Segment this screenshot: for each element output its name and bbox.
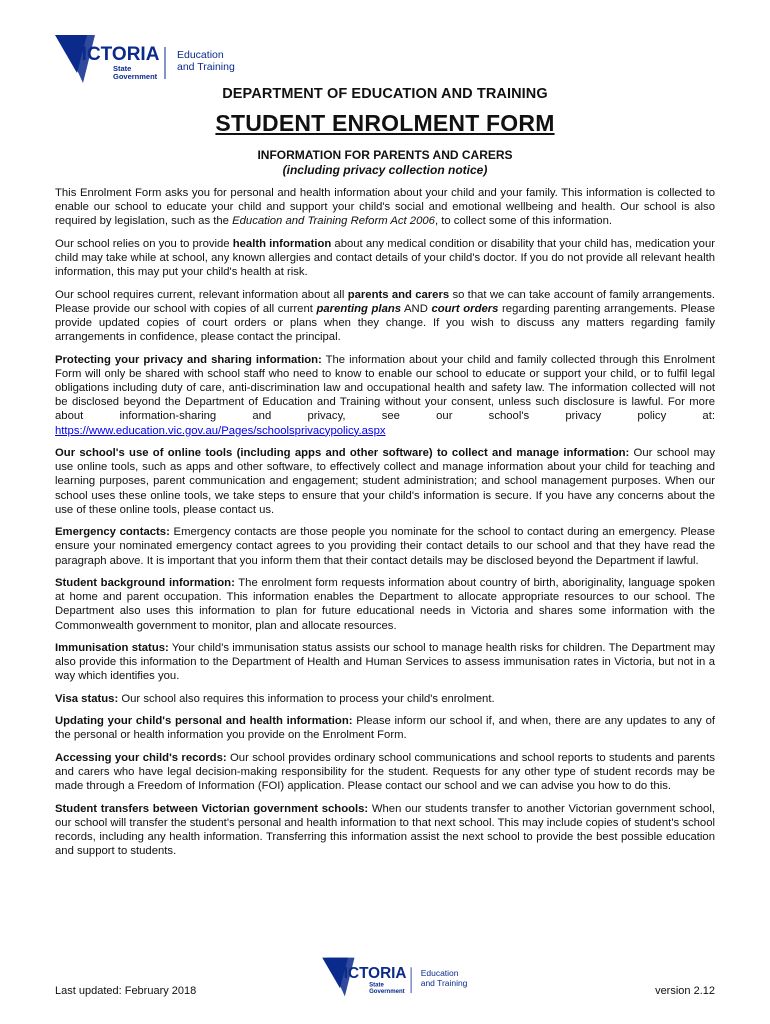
paragraph-visa: Visa status: Our school also requires this information to process your child's enrolment. [55, 692, 495, 705]
info-heading: INFORMATION FOR PARENTS AND CARERS [257, 148, 513, 162]
svg-text:and Training: and Training [177, 61, 235, 73]
svg-text:State: State [113, 64, 132, 73]
svg-text:Government: Government [369, 989, 405, 996]
paragraph-parents: Our school requires current, relevant information about all parents and carers so that we can take account of family arrangements. Please provide our school with copies of all current parenting plans AND court orders regarding parenting arrangements. Please provide updated copies of court orders or plans when they change. If you wish to discuss any matters regarding family arrangements in confidence, please contact the principal. [55, 288, 716, 344]
paragraph-health: Our school relies on you to provide health information about any medical condition or disability that your child has, medication your child may take while at school, any known allergies and contact details of your child's doctor. If you do not provide all relevant health information, this may put your child's health at risk. [55, 237, 715, 279]
svg-text:Government: Government [113, 72, 158, 81]
paragraph-transfers: Student transfers between Victorian government schools: When our students transfer to another Victorian government school, our school will transfer the student's personal and health information to that next school. This may include copies of student's school records, including any health information. Transferring this information assist the next school to provide the best possible education and support to students. [55, 802, 715, 858]
info-subheading: (including privacy collection notice) [282, 163, 488, 177]
svg-text:and Training: and Training [420, 977, 468, 988]
form-title: STUDENT ENROLMENT FORM [215, 110, 555, 136]
department-name: DEPARTMENT OF EDUCATION AND TRAINING [222, 86, 548, 102]
svg-text:VICTORIA: VICTORIA [333, 964, 407, 982]
svg-text:VICTORIA: VICTORIA [69, 44, 160, 65]
last-updated: Last updated: February 2018 [55, 985, 197, 997]
paragraph-records: Accessing your child's records: Our school provides ordinary school communications and school reports to students and parents and carers who have legal decision-making responsibility for the student. Requests for any other type of student records may be made through a Freedom of Information (FOI) application. Please contact our school and we can advise you how to do this. [55, 751, 715, 793]
svg-text:Education: Education [177, 49, 224, 61]
victoria-government-logo [55, 33, 255, 85]
document-body [55, 186, 715, 867]
paragraph-updating: Updating your child's personal and health information: Please inform our school if, and when, there are any updates to any of the personal or health information you provide on the Enrolment Form. [55, 715, 715, 742]
privacy-policy-link[interactable]: https://www.education.vic.gov.au/Pages/schoolsprivacypolicy.aspx [55, 424, 386, 437]
victoria-government-logo-footer [318, 956, 488, 998]
paragraph-privacy: Protecting your privacy and sharing information: The information about your child and family collected through this Enrolment Form will only be shared with school staff who need to know to enable our school to educate or support your child, or to fulfil legal obligations including duty of care, anti-discrimination law and occupational health and safety law. The information collected will not be disclosed beyond the Department of Education and Training without your consent, unless such disclosure is lawful. For more about information-sharing and privacy, see our school's privacy policy at: https://www.education.vic.gov.au/Pages/schoolsprivacypolicy.aspx [55, 353, 715, 437]
version-label: version 2.12 [655, 985, 715, 997]
paragraph-online-tools: Our school's use of online tools (including apps and other software) to collect and manage information: Our school may use online tools, such as apps and other software, to effectively collect and manage information about your child for teaching and learning purposes, parent communication and engagement; student administration; and school management purposes. When our school uses these online tools, we take steps to ensure that your child's information is secure. If you have any concerns about the use of these online tools, please contact us. [55, 447, 715, 516]
svg-text:State: State [369, 982, 384, 989]
paragraph-immunisation: Immunisation status: Your child's immunisation status assists our school to manage health risks for children. The Department may also provide this information to the Department of Health and Human Services to assess immunisation rates in Victoria, but not in a way which identifies you. [55, 642, 716, 683]
paragraph-emergency: Emergency contacts: Emergency contacts are those people you nominate for the school to contact during an emergency. Please ensure your nominated emergency contact agrees to you providing their contact details to our school and that they have read the paragraph above. It is important that you inform them that their contact details may be disclosed beyond the Department if lawful. [55, 526, 716, 567]
paragraph-intro: This Enrolment Form asks you for personal and health information about your child and your family. This information is collected to enable our school to educate your child and support your child's social and emotional wellbeing and health. Our school is also required by legislation, such as the Education and Training Reform Act 2006, to collect some of this information. [55, 187, 715, 228]
svg-text:Education: Education [420, 968, 459, 979]
paragraph-background: Student background information: The enrolment form requests information about country of birth, aboriginality, language spoken at home and parent occupation. This information enables the Department to allocate appropriate resources to our school. The Department also uses this information to plan for future educational needs in Victoria and shares some information with the Commonwealth government to monitor, plan and allocate resources. [55, 577, 716, 632]
